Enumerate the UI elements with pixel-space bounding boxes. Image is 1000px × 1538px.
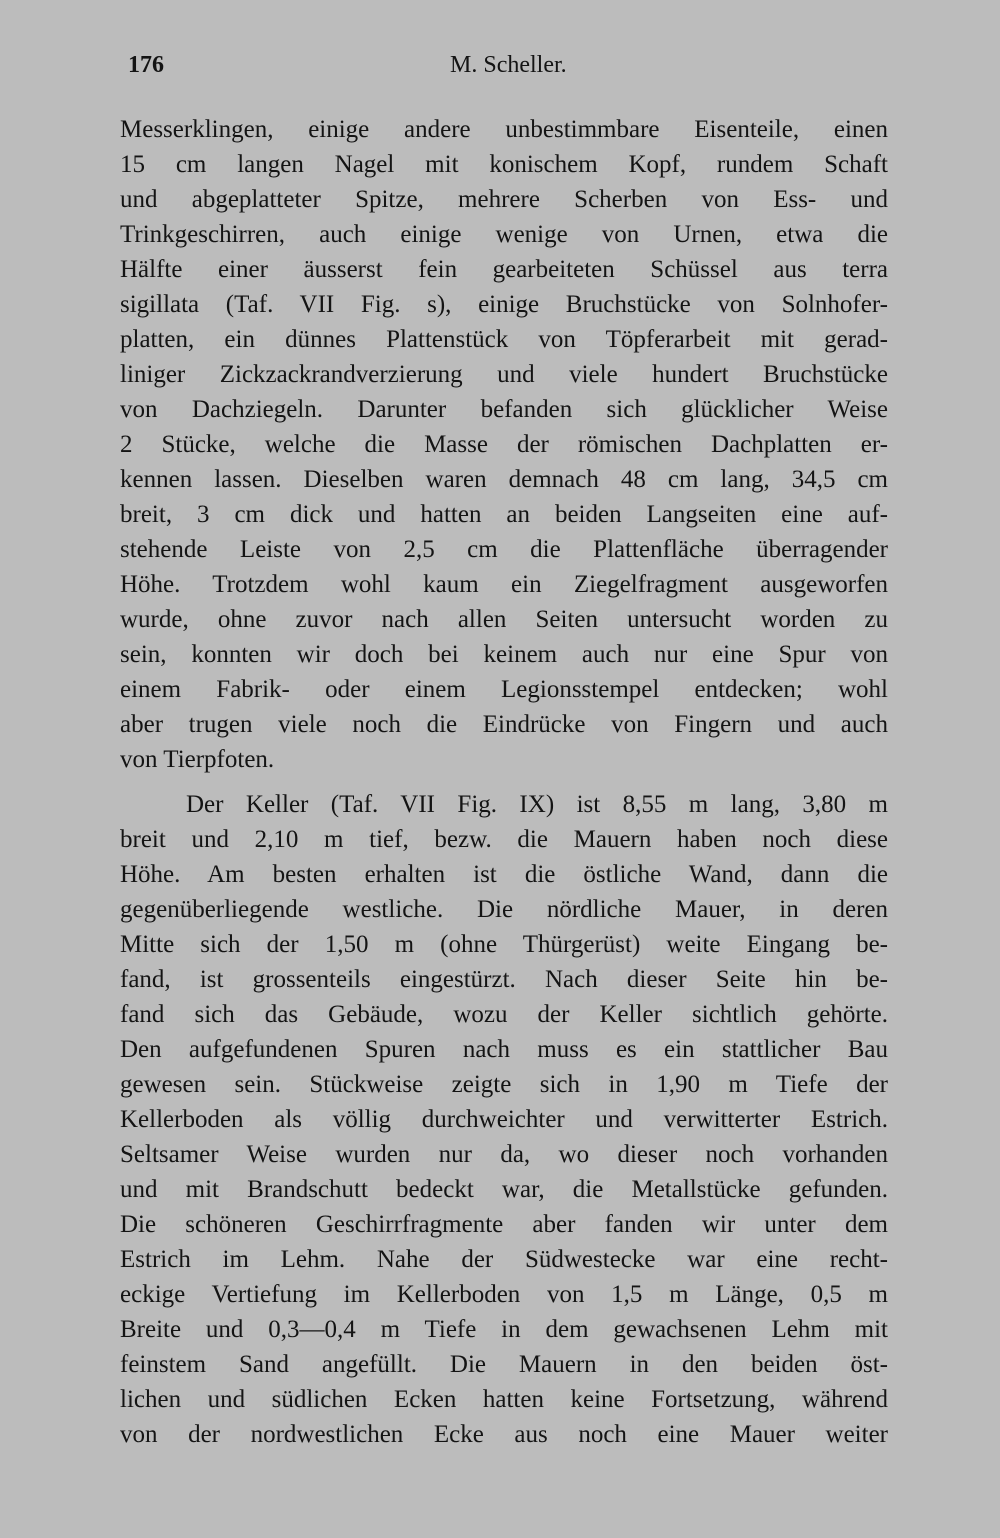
text-line: kennen lassen. Dieselben waren demnach 48 cm lang, 34,5 cm [120, 466, 888, 493]
text-line: lichen und südlichen Ecken hatten keine Fortsetzung, während [120, 1386, 888, 1413]
text-line: Messerklingen, einige andere unbestimmbare Eisenteile, einen [120, 116, 888, 143]
text-line: Mitte sich der 1,50 m (ohne Thürgerüst) weite Eingang be- [120, 931, 888, 958]
text-line: von Tierpfoten. [120, 746, 275, 773]
text-line: wurde, ohne zuvor nach allen Seiten untersucht worden zu [120, 606, 888, 633]
text-line: Der Keller (Taf. VII Fig. IX) ist 8,55 m lang, 3,80 m [186, 791, 888, 818]
text-line: 2 Stücke, welche die Masse der römischen Dachplatten er- [120, 431, 888, 458]
text-line: einem Fabrik- oder einem Legionsstempel entdecken; wohl [120, 676, 888, 703]
text-line: Die schöneren Geschirrfragmente aber fanden wir unter dem [120, 1211, 888, 1238]
text-line: platten, ein dünnes Plattenstück von Töpferarbeit mit gerad- [120, 326, 888, 353]
text-line: Den aufgefundenen Spuren nach muss es ein stattlicher Bau [120, 1036, 888, 1063]
text-line: breit, 3 cm dick und hatten an beiden Langseiten eine auf- [120, 501, 888, 528]
text-line: sein, konnten wir doch bei keinem auch nur eine Spur von [120, 641, 888, 668]
text-line: Breite und 0,3—0,4 m Tiefe in dem gewachsenen Lehm mit [120, 1316, 888, 1343]
text-line: Trinkgeschirren, auch einige wenige von Urnen, etwa die [120, 221, 888, 248]
text-line: gegenüberliegende westliche. Die nördliche Mauer, in deren [120, 896, 888, 923]
text-line: fand sich das Gebäude, wozu der Keller sichtlich gehörte. [120, 1001, 888, 1028]
text-line: gewesen sein. Stückweise zeigte sich in 1,90 m Tiefe der [120, 1071, 888, 1098]
text-line: Höhe. Am besten erhalten ist die östliche Wand, dann die [120, 861, 888, 888]
text-line: aber trugen viele noch die Eindrücke von Fingern und auch [120, 711, 888, 738]
text-line: feinstem Sand angefüllt. Die Mauern in den beiden öst- [120, 1351, 888, 1378]
text-line: und mit Brandschutt bedeckt war, die Metallstücke gefunden. [120, 1176, 888, 1203]
text-line: 15 cm langen Nagel mit konischem Kopf, rundem Schaft [120, 151, 888, 178]
text-line: Seltsamer Weise wurden nur da, wo dieser noch vorhanden [120, 1141, 888, 1168]
text-line: liniger Zickzackrandverzierung und viele hundert Bruchstücke [120, 361, 888, 388]
running-head: M. Scheller. [450, 52, 567, 78]
text-line: Hälfte einer äusserst fein gearbeiteten Schüssel aus terra [120, 256, 888, 283]
text-line: Kellerboden als völlig durchweichter und verwitterter Estrich. [120, 1106, 888, 1133]
text-line: und abgeplatteter Spitze, mehrere Scherben von Ess- und [120, 186, 888, 213]
text-line: Höhe. Trotzdem wohl kaum ein Ziegelfragment ausgeworfen [120, 571, 888, 598]
text-line: Estrich im Lehm. Nahe der Südwestecke war eine recht- [120, 1246, 888, 1273]
page-header [128, 52, 888, 86]
text-line: von der nordwestlichen Ecke aus noch eine Mauer weiter [120, 1421, 888, 1448]
page-number: 176 [128, 52, 164, 78]
text-line: sigillata (Taf. VII Fig. s), einige Bruchstücke von Solnhofer- [120, 291, 888, 318]
text-line: fand, ist grossenteils eingestürzt. Nach dieser Seite hin be- [120, 966, 888, 993]
text-line: breit und 2,10 m tief, bezw. die Mauern haben noch diese [120, 826, 888, 853]
text-line: eckige Vertiefung im Kellerboden von 1,5 m Länge, 0,5 m [120, 1281, 888, 1308]
text-line: von Dachziegeln. Darunter befanden sich glücklicher Weise [120, 396, 888, 423]
text-line: stehende Leiste von 2,5 cm die Plattenfläche überragender [120, 536, 888, 563]
